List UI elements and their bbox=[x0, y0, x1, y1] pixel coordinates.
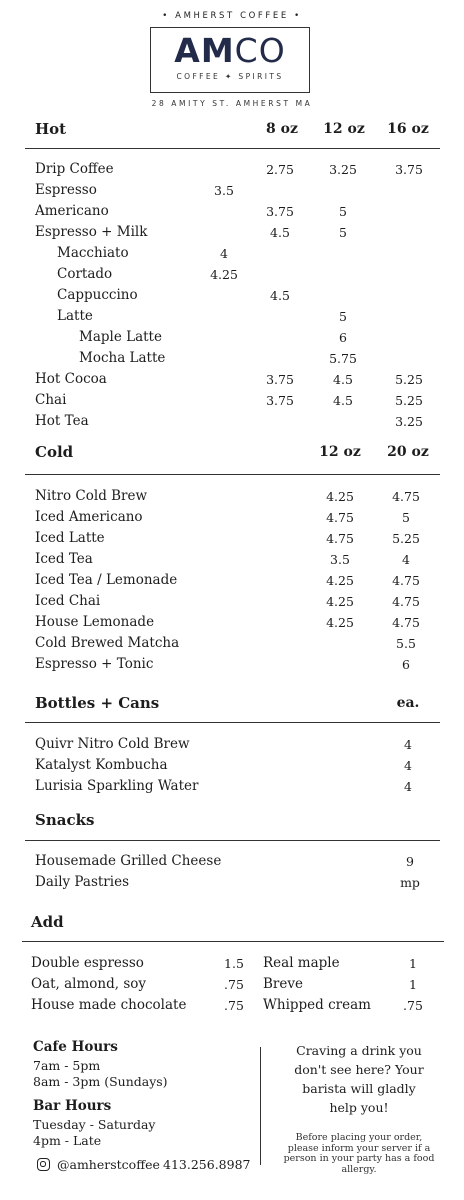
addon-price: .75 bbox=[224, 998, 244, 1013]
menu-item-price: 4.5 bbox=[270, 288, 290, 303]
menu-item-name: Latte bbox=[57, 308, 93, 324]
addon-name: Whipped cream bbox=[263, 997, 371, 1013]
instagram-handle[interactable]: @amherstcoffee bbox=[57, 1157, 160, 1172]
menu-item-name: Drip Coffee bbox=[35, 161, 114, 177]
menu-item-price: 4.25 bbox=[326, 615, 354, 630]
bottles-unit: ea. bbox=[396, 695, 420, 711]
top-brand-line: • AMHERST COFFEE • bbox=[162, 11, 302, 21]
menu-item-name: Americano bbox=[35, 203, 109, 219]
menu-item-name: Iced Americano bbox=[35, 509, 143, 525]
menu-item-name: Espresso + Milk bbox=[35, 224, 148, 240]
menu-item-price: 4.25 bbox=[210, 267, 238, 282]
addon-name: Double espresso bbox=[31, 955, 144, 971]
addon-price: .75 bbox=[224, 977, 244, 992]
bottles-section-title: Bottles + Cans bbox=[35, 694, 160, 712]
menu-item-name: Housemade Grilled Cheese bbox=[35, 853, 222, 869]
menu-item-price: 4.25 bbox=[326, 489, 354, 504]
addon-name: Breve bbox=[263, 976, 303, 992]
instagram-icon bbox=[37, 1158, 50, 1171]
menu-item-price: 3.5 bbox=[214, 183, 234, 198]
hot-section-title: Hot bbox=[35, 120, 67, 138]
menu-item-price: 3.75 bbox=[395, 162, 423, 177]
menu-item-price: 5 bbox=[339, 204, 347, 219]
menu-item-name: Iced Tea / Lemonade bbox=[35, 572, 178, 588]
add-section-title: Add bbox=[31, 913, 64, 931]
craving-message: Craving a drink you don't see here? Your barista will gladly help you! bbox=[294, 1043, 424, 1115]
menu-item-name: House Lemonade bbox=[35, 614, 155, 630]
menu-item-price: 4 bbox=[220, 246, 228, 261]
menu-item-price: 4.5 bbox=[333, 372, 353, 387]
snacks-divider bbox=[25, 840, 440, 841]
menu-item-price: 4.5 bbox=[333, 393, 353, 408]
hot-size-12oz: 12 oz bbox=[323, 121, 365, 137]
menu-item-price: 5.25 bbox=[395, 372, 423, 387]
menu-item-price: 4 bbox=[404, 779, 412, 794]
menu-item-price: 4.75 bbox=[392, 573, 420, 588]
addon-price: 1 bbox=[409, 977, 417, 992]
menu-item-price: 3.25 bbox=[329, 162, 357, 177]
bar-hours-line: Tuesday - Saturday bbox=[33, 1117, 156, 1132]
menu-item-name: Hot Cocoa bbox=[35, 371, 107, 387]
snacks-section-title: Snacks bbox=[35, 811, 95, 829]
menu-item-name: Espresso bbox=[35, 182, 97, 198]
cold-size-20oz: 20 oz bbox=[387, 444, 429, 460]
menu-item-price: 5.5 bbox=[396, 636, 416, 651]
addon-name: Oat, almond, soy bbox=[31, 976, 147, 992]
menu-item-name: Quivr Nitro Cold Brew bbox=[35, 736, 190, 752]
menu-item-price: 4 bbox=[404, 737, 412, 752]
menu-item-price: 3.25 bbox=[395, 414, 423, 429]
menu-item-price: 4.25 bbox=[326, 594, 354, 609]
menu-item-name: Cold Brewed Matcha bbox=[35, 635, 180, 651]
addon-name: Real maple bbox=[263, 955, 340, 971]
address: 28 AMITY ST. AMHERST MA bbox=[151, 99, 313, 108]
menu-item-name: Macchiato bbox=[57, 245, 129, 261]
cold-section-title: Cold bbox=[35, 443, 74, 461]
addon-price: .75 bbox=[403, 998, 423, 1013]
bar-hours-title: Bar Hours bbox=[33, 1098, 112, 1114]
menu-item-price: 4.75 bbox=[392, 594, 420, 609]
menu-item-name: Lurisia Sparkling Water bbox=[35, 778, 199, 794]
menu-item-name: Espresso + Tonic bbox=[35, 656, 154, 672]
menu-item-name: Daily Pastries bbox=[35, 874, 129, 890]
menu-item-price: 3.5 bbox=[330, 552, 350, 567]
menu-item-name: Maple Latte bbox=[79, 329, 162, 345]
cafe-hours-line: 7am - 5pm bbox=[33, 1058, 101, 1073]
hot-divider bbox=[25, 148, 440, 149]
cold-divider bbox=[25, 474, 440, 475]
menu-item-price: 4.75 bbox=[392, 489, 420, 504]
cafe-hours-line: 8am - 3pm (Sundays) bbox=[33, 1074, 168, 1089]
menu-item-name: Hot Tea bbox=[35, 413, 89, 429]
menu-item-name: Iced Tea bbox=[35, 551, 93, 567]
hot-size-8oz: 8 oz bbox=[266, 121, 298, 137]
menu-item-name: Iced Latte bbox=[35, 530, 105, 546]
addon-name: House made chocolate bbox=[31, 997, 187, 1013]
menu-item-name: Nitro Cold Brew bbox=[35, 488, 148, 504]
logo-wordmark: AMCO bbox=[174, 31, 286, 70]
menu-item-price: 5 bbox=[339, 225, 347, 240]
menu-item-price: 4.75 bbox=[326, 531, 354, 546]
menu-item-price: mp bbox=[400, 875, 420, 890]
allergy-note: Before placing your order, please inform your server if a person in your party has a food allergy. bbox=[283, 1132, 435, 1175]
hot-size-16oz: 16 oz bbox=[387, 121, 429, 137]
menu-item-price: 5.25 bbox=[392, 531, 420, 546]
menu-item-price: 3.75 bbox=[266, 372, 294, 387]
menu-item-price: 5 bbox=[339, 309, 347, 324]
footer-divider bbox=[260, 1047, 261, 1165]
cafe-hours-title: Cafe Hours bbox=[33, 1039, 118, 1055]
bar-hours-line: 4pm - Late bbox=[33, 1133, 102, 1148]
menu-item-price: 4.25 bbox=[326, 573, 354, 588]
menu-item-name: Cappuccino bbox=[57, 287, 138, 303]
menu-item-name: Chai bbox=[35, 392, 67, 408]
addon-price: 1.5 bbox=[224, 956, 244, 971]
menu-item-price: 6 bbox=[339, 330, 347, 345]
menu-item-price: 4 bbox=[404, 758, 412, 773]
menu-item-price: 9 bbox=[406, 854, 414, 869]
menu-item-price: 2.75 bbox=[266, 162, 294, 177]
phone-number[interactable]: 413.256.8987 bbox=[163, 1157, 251, 1172]
menu-item-price: 3.75 bbox=[266, 393, 294, 408]
menu-item-name: Iced Chai bbox=[35, 593, 101, 609]
menu-item-name: Cortado bbox=[57, 266, 113, 282]
menu-item-price: 4.75 bbox=[326, 510, 354, 525]
menu-item-price: 3.75 bbox=[266, 204, 294, 219]
bottles-divider bbox=[25, 722, 440, 723]
add-divider bbox=[22, 941, 444, 942]
menu-item-price: 6 bbox=[402, 657, 410, 672]
menu-item-price: 4.75 bbox=[392, 615, 420, 630]
menu-item-price: 5.25 bbox=[395, 393, 423, 408]
menu-item-price: 4 bbox=[402, 552, 410, 567]
menu-item-price: 5.75 bbox=[329, 351, 357, 366]
menu-item-price: 5 bbox=[402, 510, 410, 525]
cold-size-12oz: 12 oz bbox=[319, 444, 361, 460]
menu-item-price: 4.5 bbox=[270, 225, 290, 240]
addon-price: 1 bbox=[409, 956, 417, 971]
menu-item-name: Katalyst Kombucha bbox=[35, 757, 168, 773]
logo bbox=[150, 27, 310, 93]
menu-item-name: Mocha Latte bbox=[79, 350, 166, 366]
logo-tagline: COFFEE ✦ SPIRITS bbox=[176, 72, 284, 81]
